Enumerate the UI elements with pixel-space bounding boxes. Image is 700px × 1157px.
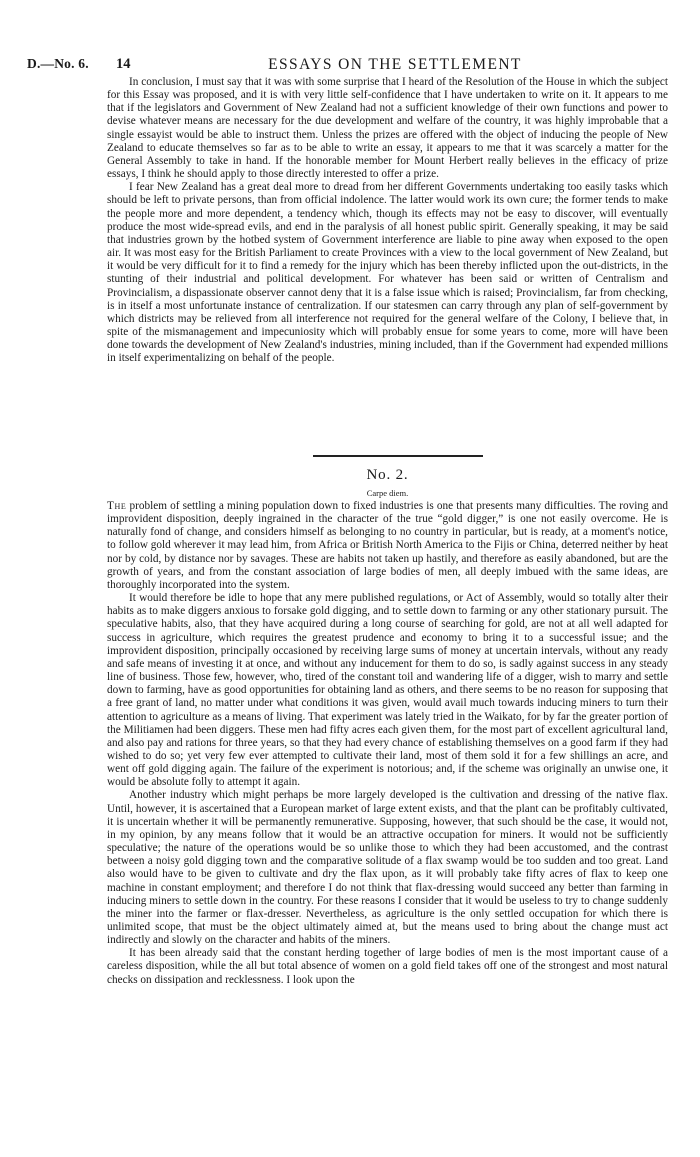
page-number: 14: [116, 56, 131, 72]
essay-conclusion-section: [107, 76, 668, 365]
running-title: ESSAYS ON THE SETTLEMENT: [268, 56, 522, 73]
paragraph: In conclusion, I must say that it was with some surprise that I heard of the Resolution of the House in which the subject for this Essay was proposed, and it is with very little self-confidence that I have undertaken to write on it. It appears to me that if the legislators and Government of New Zealand had not a sufficient knowledge of their own functions and power to devise whatever means are necessary for the due development and welfare of the country, it was highly improbable that a single essayist would be able to instruct them. Unless the prizes are offered with the object of inducing the people of New Zealand to educate themselves so far as to be able to write an essay, it appears to me that it was scarcely a matter for the General Assembly to take in hand. If the honorable member for Mount Herbert really believes in the efficacy of prize essays, I think he should apply to those directly interested to offer a prize.: [107, 76, 668, 181]
opening-word: The: [107, 500, 127, 512]
paragraph: Another industry which might perhaps be more largely developed is the cultivation and dressing of the native flax. Until, however, it is ascertained that a European market of large extent exists, and that the plant can be profitably cultivated, it is uncertain whether it will be permanently remunerative. Supposing, however, that such should be the case, it would not, in my opinion, by any means follow that it would be an attractive occupation for miners. It would not be sufficiently speculative; the nature of the operations would be so unlike those to which they had been accustomed, and the contrast between a noisy gold digging town and the comparative solitude of a flax swamp would be too sudden and too great. Land also would have to be given to cultivate and dry the flax upon, as it will probably take fifty acres of flax to keep one machine in constant employment; and therefore I do not think that flax-dressing would succeed any better than farming in inducing miners to settle down in the country. For these reasons I consider that it would be useless to try to change suddenly the miner into the farmer or flax-dresser. Nevertheless, as agriculture is the only settled occupation for which there is unlimited scope, that must be the object ultimately aimed at, but the means used to bring about the change must act indirectly and slowly on the character and habits of the miners.: [107, 789, 668, 947]
essay-number-heading: No. 2.: [366, 467, 409, 483]
document-reference: D.—No. 6.: [27, 56, 89, 71]
opening-paragraph: [107, 500, 668, 592]
section-divider: [313, 455, 483, 457]
page-header: [0, 56, 700, 78]
paragraph: It would therefore be idle to hope that any mere published regulations, or Act of Assembly, would so totally alter their habits as to make diggers anxious to forsake gold digging, and to settle down to farming or any other stationary pursuit. The speculative habits, also, that they have acquired during a long course of searching for gold, are not at all well adapted for success in agriculture, which requires the greatest prudence and economy to bring it to a successful issue; and the improvident disposition, principally occasioned by receiving large sums of money at uncertain intervals, without any ready and safe means of investing it at once, and without any inducement for them to do so, is sadly against success in any steady line of business. Those few, however, who, tired of the constant toil and wandering life of a digger, wish to marry and settle down to farming, have as good opportunities for obtaining land as others, and there seems to be no reason for supposing that a free grant of land, no matter under what conditions it was given, would avail much towards inducing miners to turn their attention to agriculture as a means of living. That experiment was lately tried in the Waikato, for by far the greater portion of the Militiamen had been diggers. These men had fifty acres each given them, for the most part of excellent agricultural land, and also pay and rations for three years, so that they had every chance of establishing themselves on a good farm if they had wished to do so; yet very few ever attempted to cultivate their land, most of them sold it for a few shillings an acre, and went off gold digging again. The failure of the experiment is notorious; and, if the scheme was originally an unwise one, it would be absolute folly to attempt it again.: [107, 592, 668, 789]
essay-motto: Carpe diem.: [366, 488, 409, 498]
essay-two-body: [107, 500, 668, 987]
paragraph: I fear New Zealand has a great deal more to dread from her different Governments undertaking too easily tasks which should be left to private persons, than from official indolence. The latter would work its own cure; the former tends to make the people more and more dependent, a tendency which, though its effects may not be easy to discover, will eventually produce the most wide-spread evils, and end in the paralysis of all honest public spirit. Generally speaking, it may be said that industries grown by the hotbed system of Government interference are liable to pine away when exposed to the open air. It was most easy for the British Parliament to create Provinces with a view to the local government of New Zealand, but it would be very difficult for it to find a remedy for the injury which has been thereby inflicted upon the out-districts, in the stunting of their industrial and political development. For whatever has been said or written of Centralism and Provincialism, a dispassionate observer cannot deny that it is a false issue which is raised; Provincialism, far from checking, is in itself a most unfortunate instance of centralization. If our statesmen can carry through any plan of self-government by which districts may be relieved from all interference not required for the general welfare of the Colony, I believe that, in spite of the mismanagement and impecuniosity which will probably ensue for some years to come, more will have been done towards the development of New Zealand's industries, mining included, than if the Government had expended millions in itself experimentalizing on behalf of the people.: [107, 181, 668, 365]
paragraph: It has been already said that the constant herding together of large bodies of men is the most important cause of a careless disposition, while the all but total absence of women on a gold field takes off one of the strongest and most natural checks on dissipation and recklessness. I look upon the: [107, 947, 668, 986]
opening-paragraph-text: problem of settling a mining population down to fixed industries is one that presents many difficulties. The roving and improvident disposition, deeply ingrained in the character of the true “gold digger,” is one not easily overcome. He is naturally fond of change, and considers himself as belonging to no country in particular, but is ready, at a moment's notice, to follow gold wherever it may lead him, from Africa or British North America to the Fijis or China, deterred neither by heat nor by cold, by distance nor by savages. These are habits not taken up hastily, and therefore as easily abandoned, but are the growth of years, and from the constant association of large bodies of men, all deeply imbued with the same ideas, are thoroughly incorporated into the system.: [107, 500, 668, 591]
